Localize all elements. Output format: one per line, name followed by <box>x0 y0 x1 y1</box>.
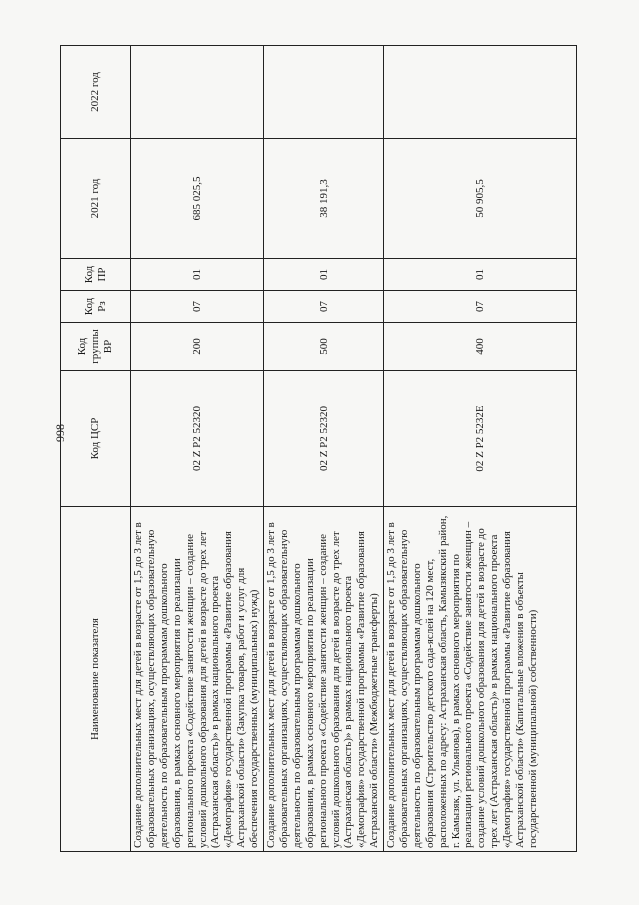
row-vr: 500 <box>264 323 384 371</box>
row-pr: 01 <box>264 259 384 291</box>
row-rz: 07 <box>264 291 384 323</box>
row-2021: 685 025,5 <box>131 139 264 259</box>
header-csr: Код ЦСР <box>61 371 131 507</box>
row-2022 <box>131 46 264 139</box>
row-name: Создание дополнительных мест для детей в возрасте от 1,5 до 3 лет в образовательных организациях, осуществляющих образовательную деятельность по образовательным программам дошкольного образования, в рамках основного мероприятия по реализации регионального проекта «Содействие занятости женщин – создание условий дошкольного образования для детей в возрасте до трех лет (Астраханская область)» в рамках национального проекта «Демография» государственной программы «Развитие образования Астраханской области» (Межбюджетные трансферты) <box>264 507 384 852</box>
row-vr: 200 <box>131 323 264 371</box>
row-pr: 01 <box>131 259 264 291</box>
row-2022 <box>264 46 384 139</box>
row-2022 <box>384 46 577 139</box>
row-name: Создание дополнительных мест для детей в возрасте от 1,5 до 3 лет в образовательных организациях, осуществляющих образовательную деятельность по образовательным программам дошкольного образования, в рамках основного мероприятия по реализации регионального проекта «Содействие занятости женщин – создание условий дошкольного образования для детей в возрасте до трех лет (Астраханская область)» в рамках национального проекта «Демография» государственной программы «Развитие образования Астраханской области» (Закупка товаров, работ и услуг для обеспечения государственных (муниципальных) нужд) <box>131 507 264 852</box>
table-container <box>60 46 576 852</box>
table-row <box>131 46 264 852</box>
header-name: Наименование показателя <box>61 507 131 852</box>
row-name: Создание дополнительных мест для детей в возрасте от 1,5 до 3 лет в образовательных организациях, осуществляющих образовательную деятельность по образовательным программам дошкольного образования (Строительство детского сада-яслей на 120 мест, расположенных по адресу: Астраханская область, Камызякский район, г. Камызяк, ул. Ульянова), в рамках основного мероприятия по реализации регионального проекта «Содействие занятости женщин – создание условий дошкольного образования для детей в возрасте до трех лет (Астраханская область)» в рамках национального проекта «Демография» государственной программы «Развитие образования Астраханской области» (Капитальные вложения в объекты государственной (муниципальной) собственности) <box>384 507 577 852</box>
row-csr: 02 Z P2 52320 <box>131 371 264 507</box>
header-pr: Код ПР <box>61 259 131 291</box>
header-vr: Код группы ВР <box>61 323 131 371</box>
row-rz: 07 <box>384 291 577 323</box>
page-number: 998 <box>53 424 67 442</box>
row-csr: 02 Z P2 5232E <box>384 371 577 507</box>
row-pr: 01 <box>384 259 577 291</box>
row-2021: 38 191,3 <box>264 139 384 259</box>
row-vr: 400 <box>384 323 577 371</box>
row-rz: 07 <box>131 291 264 323</box>
table-row <box>264 46 384 852</box>
header-rz: Код Рз <box>61 291 131 323</box>
header-2022: 2022 год <box>61 46 131 139</box>
header-2021: 2021 год <box>61 139 131 259</box>
row-2021: 50 905,5 <box>384 139 577 259</box>
table-row <box>384 46 577 852</box>
row-csr: 02 Z P2 52320 <box>264 371 384 507</box>
budget-table <box>60 45 577 852</box>
table-header-row <box>61 46 131 852</box>
